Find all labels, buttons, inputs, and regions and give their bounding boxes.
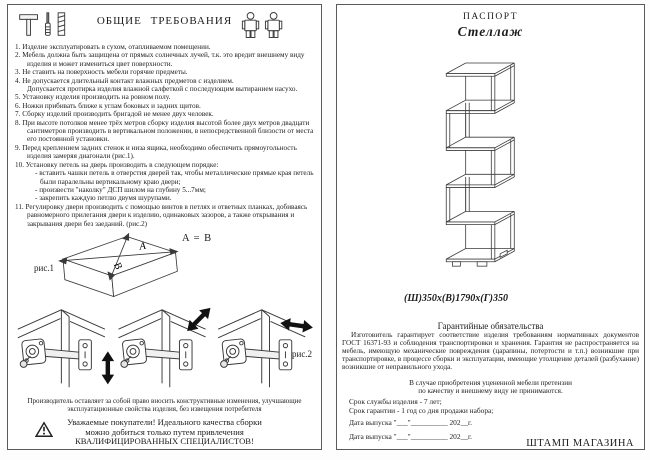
issue-date-line: Дата выпуска "___"__________ 202__г. [349, 418, 473, 427]
figure1-label: рис.1 [34, 263, 55, 273]
passport-title: ПАСПОРТ [462, 12, 518, 22]
two-people-icon [239, 11, 289, 39]
discount-note [337, 379, 644, 396]
warranty-text: Изготовитель гарантирует соответствие изделия требованиям нормативных документов ГОСТ 16371-93 и соблюдения транспортировки и хранения. Гарантия не распространяется на мебель, имеющую механические повреждения (царапины, потертости и т.п.) возникшие при транспортировке, в процессе сборки и эксплуатации, имеющие утолщение деталей (разбухание) возникшие от неправильного ухода. [342, 331, 639, 371]
diagonal-check-diagram [48, 227, 198, 307]
warning-triangle-icon [35, 421, 53, 438]
warranty-period: Срок гарантии - 1 год со дня продажи набора; [349, 406, 494, 415]
figure2-label: рис.2 [292, 349, 313, 359]
diagonals-equal-formula: A = B [182, 233, 213, 244]
requirement-line: 5. Установку изделия производить на ровном полу. [15, 93, 171, 102]
requirement-line: 2. Мебель должна быть защищена от прямых солнечных лучей, т.к. это вредит внешнему виду изделия и может измениться цвет поверхности. [15, 51, 305, 68]
horizontal-adjust-arrow [279, 317, 313, 334]
requirement-line: 11. Регулировку двери производить с помощью винтов в петлях и ответных планках, добиваясь равномерного прилегания двери к изделию, одинаковых зазоров, а также открывания и закрывания двери без заеданий. (рис.2) [15, 202, 308, 228]
issue-date-line: Дата выпуска "___"__________ 202__г. [349, 432, 473, 441]
producer-note: Производитель оставляет за собой право вносить конструктивные изменения, улучшающие эксплуатационные свойства изделия, без извещения потребителя [27, 397, 302, 413]
warranty-title: Гарантийные обязательства [437, 321, 544, 331]
vertical-adjust-arrow [102, 351, 115, 384]
requirement-line: 10. Установку петель на дверь производить в следующем порядке: [15, 160, 219, 169]
diagonal-b-letter: B [111, 260, 124, 272]
assembly-warning [8, 418, 321, 447]
product-passport-panel [336, 4, 645, 450]
general-requirements-panel [7, 4, 322, 450]
requirements-list [15, 43, 319, 228]
requirement-subline: - вставить чашки петель в отверстия дверей так, чтобы металлические прямые края петель были паралельны вертикальному краю двери; [35, 169, 314, 186]
requirement-line: 8. При высоте потолков менее трёх метров сборку изделия высотой более двух метров двадцати сантиметров производить в вертикальном положении, в непосредственной близости от места его постоянной установки. [15, 118, 314, 144]
hinge-drawing-2 [118, 310, 205, 387]
requirement-subline: - произвести "наколку" ДСП шилом на глубину 5...7мм; [35, 185, 206, 194]
shelf-unit-drawing [433, 49, 539, 289]
requirement-line: 7. Сборку изделий производить бригадой не менее двух человек. [15, 110, 214, 119]
page-title: ОБЩИЕ ТРЕБОВАНИЯ [96, 15, 233, 27]
warning-line: Уважаемые покупатели! Идеального качества сборки [67, 417, 262, 427]
requirement-line: 6. Ножки прибивать ближе к углам боковых и задних щитов. [15, 101, 201, 110]
service-life: Срок службы изделия - 7 лет; [349, 397, 442, 406]
warning-line: КВАЛИФИЦИРОВАННЫХ СПЕЦИАЛИСТОВ! [75, 436, 254, 447]
hinge-adjustment-diagram [12, 303, 314, 395]
store-stamp: ШТАМП МАГАЗИНА [526, 438, 634, 449]
requirement-line: 9. Перед креплением задних стенок и низа ящика, необходимо обеспечить прямоугольность изделия замеряя диагонали (рис.1). [15, 143, 297, 161]
diagonal-a-letter: A [138, 240, 147, 253]
requirement-subline: - закрепить каждую петлю двумя шурупами. [35, 194, 172, 203]
requirement-line: 1. Изделие эксплуатировать в сухом, отапливаемом помещении. [15, 43, 211, 51]
discount-note-line: по качеству и внешнему виду не принимаются. [418, 387, 563, 396]
requirement-line: 3. Не ставить на поверхность мебели горячие предметы. [15, 68, 188, 77]
warning-line: можно добиться только путем привлечения [85, 426, 244, 437]
product-dimensions: (Ш)350х(В)1790х(Г)350 [404, 293, 508, 304]
requirement-line: Допускается протирка изделия влажной салфеткой с последующим вытиранием насухо. [27, 85, 298, 94]
product-name: Стеллаж [457, 24, 524, 39]
diagonal-adjust-arrow [183, 303, 215, 335]
discount-note-line: В случае приобретения уцененной мебели претензии [409, 379, 572, 387]
requirement-line: 4. Не допускается длительный контакт влажных предметов с изделием. [15, 76, 234, 85]
hinge-drawing-1 [18, 310, 105, 387]
